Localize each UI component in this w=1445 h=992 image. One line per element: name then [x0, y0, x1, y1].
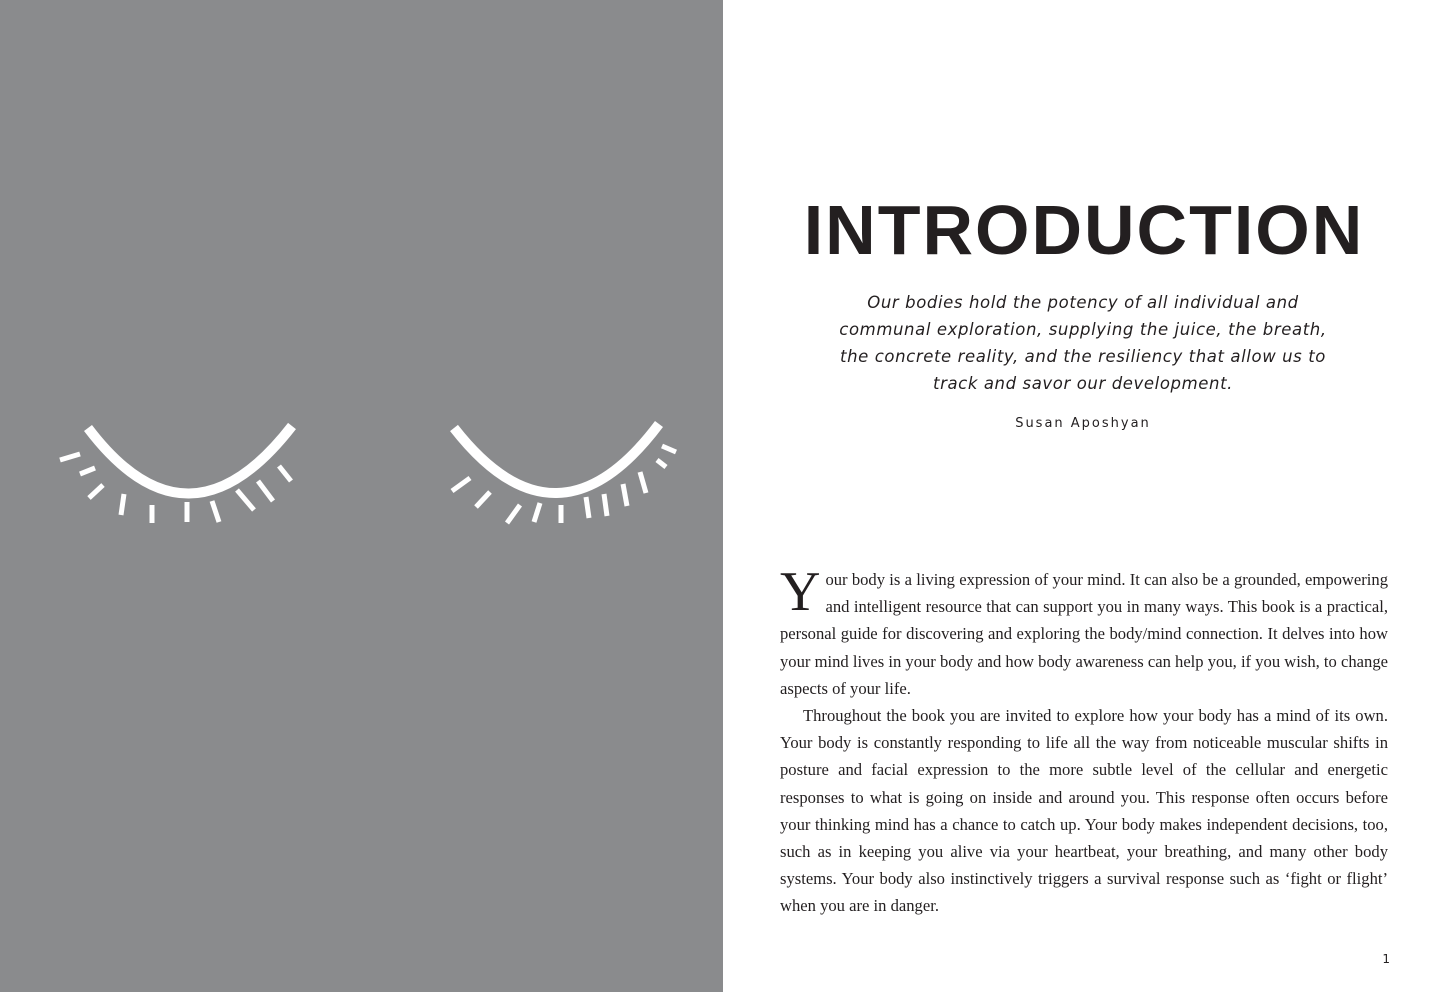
paragraph-1	[780, 561, 1388, 702]
paragraph-2: Throughout the book you are invited to explore how your body has a mind of its own. Your body is constantly responding to life all the way from noticeable muscular shifts in posture and facial expression to the more subtle level of the cellular and energetic responses to what is going on inside and around you. This response often occurs before your thinking mind has a chance to catch up. Your body makes independent decisions, too, such as in keeping you alive via your heartbeat, your breathing, and many other body systems. Your body also instinctively triggers a survival response such as ‘fight or flight’ when you are in danger.	[780, 706, 1388, 916]
drop-cap: Y	[780, 561, 821, 623]
paragraph-1-text: our body is a living expression of your mind. It can also be a grounded, empowering and intelligent resource that can support you in many ways. This book is a practical, personal guide for discovering and exploring the body/mind connection. It delves into how your mind lives in your body and how body awareness can help you, if you wish, to change aspects of your life.	[780, 570, 1388, 698]
epigraph-quote: Our bodies hold the potency of all individual and communal exploration, supplying the juice, the breath, the concrete reality, and the resiliency that allow us to track and savor our development.	[839, 293, 1327, 393]
epigraph-attribution: Susan Aposhyan	[1015, 416, 1151, 431]
page-number: 1	[1382, 952, 1390, 966]
chapter-title-text: INTRODUCTION	[803, 191, 1365, 269]
body-text	[780, 561, 1388, 920]
right-page	[723, 0, 1445, 992]
right-eyelid	[454, 424, 659, 493]
chapter-title	[723, 190, 1445, 270]
